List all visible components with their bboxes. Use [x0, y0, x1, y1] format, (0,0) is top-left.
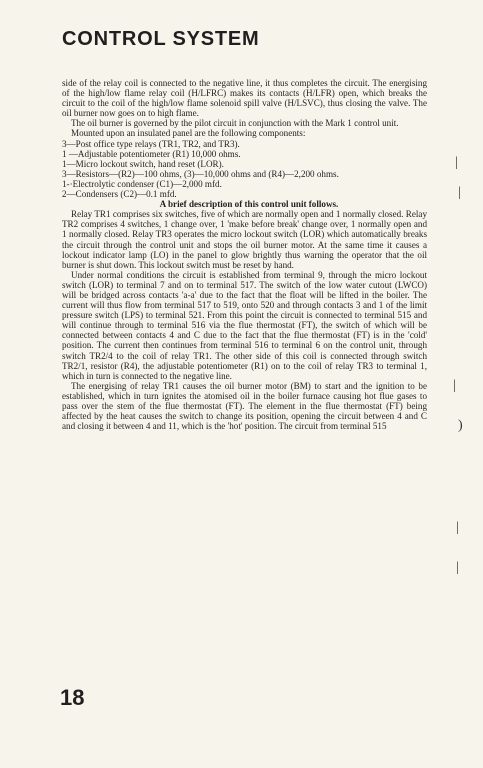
component-item: 3—Post office type relays (TR1, TR2, and TR3).: [62, 138, 240, 149]
paragraph: Mounted upon an insulated panel are the following components:: [71, 128, 306, 139]
margin-mark: |: [456, 560, 459, 575]
paragraph: Relay TR1 comprises six switches, five of which are normally open and 1 normally closed. Relay TR2 comprises 4 switches, 1 change over, 1 'make before break' change over, 1 normally open and 1 normally closed. Relay TR3 operates the micro lockout switch (LOR) which automatically breaks the circuit through the control unit and stops the oil burner motor. At the same time it causes a lockout indicator lamp (LO) in the panel to glow brightly thus warning the operator that the oil burner is shut down. This lockout switch must be reset by hand.: [62, 209, 427, 270]
paragraph: The oil burner is governed by the pilot circuit in conjunction with the Mark 1 control unit.: [71, 118, 399, 129]
margin-mark: ): [458, 418, 463, 433]
margin-mark: |: [456, 520, 459, 535]
margin-mark: |: [453, 378, 456, 393]
page-number: 18: [60, 685, 85, 710]
paragraph: Under normal conditions the circuit is established from terminal 9, through the micro lockout switch (LOR) to terminal 7 and on to terminal 517. The switch of the low water cutout (LWCO) will be bridged across contacts 'a-a' due to the fact that the float will be lifted in the boiler. The current will thus flow from terminal 517 to 519, onto 520 and through contacts 3 and 1 of the limit pressure switch (LPS) to terminal 521. From this point the circuit is connected to terminal 515 and will continue through to terminal 516 via the flue thermostat (FT), the switch of which will be connected between contacts 4 and C due to the fact that the flue thermostat (FT) is in the 'cold' position. The current then continues from terminal 516 to terminal 6 on the control unit, through switch TR2/4 to the coil of relay TR1. The other side of this coil is connected through switch TR2/1, resistor (R4), the adjustable potentiometer (R1) on to the coil of relay TR3 to terminal 1, which in turn is connected to the negative line.: [62, 269, 427, 381]
chapter-heading: CONTROL SYSTEM: [62, 28, 260, 50]
margin-mark: |: [455, 155, 458, 170]
component-item: 1-·Electrolytic condenser (C1)—2,000 mfd.: [62, 178, 222, 189]
component-item: 1 —Adjustable potentiometer (R1) 10,000 ohms.: [62, 148, 241, 159]
paragraph: side of the relay coil is connected to the negative line, it thus completes the circuit. The energising of the high/low flame relay coil (H/LFRC) makes its contacts (H/LFR) open, which breaks the circuit to the coil of the high/low flame solenoid spill valve (H/LSVC), thus closing the valve. The oil burner now goes on to high flame.: [62, 78, 427, 119]
component-item: 1—Micro lockout switch, hand reset (LOR).: [62, 158, 224, 169]
paragraph: The energising of relay TR1 causes the oil burner motor (BM) to start and the ignition to be established, which in turn ignites the atomised oil in the boiler furnace causing hot flue gases to pass over the stem of the flue thermostat (FT). The element in the flue thermostat (FT) being affected by the heat causes the switch to change its position, opening the circuit between 4 and C and closing it between 4 and 11, which is the 'hot' position. The circuit from terminal 515: [62, 380, 427, 432]
margin-mark: |: [458, 185, 461, 200]
component-item: 2—Condensers (C2)—0.1 mfd.: [62, 189, 177, 200]
body-text: [62, 78, 427, 431]
section-subheading: A brief description of this control unit follows.: [159, 199, 339, 210]
component-item: 3—Resistors—(R2)—100 ohms, (3)—10,000 ohms and (R4)—2,200 ohms.: [62, 168, 339, 179]
